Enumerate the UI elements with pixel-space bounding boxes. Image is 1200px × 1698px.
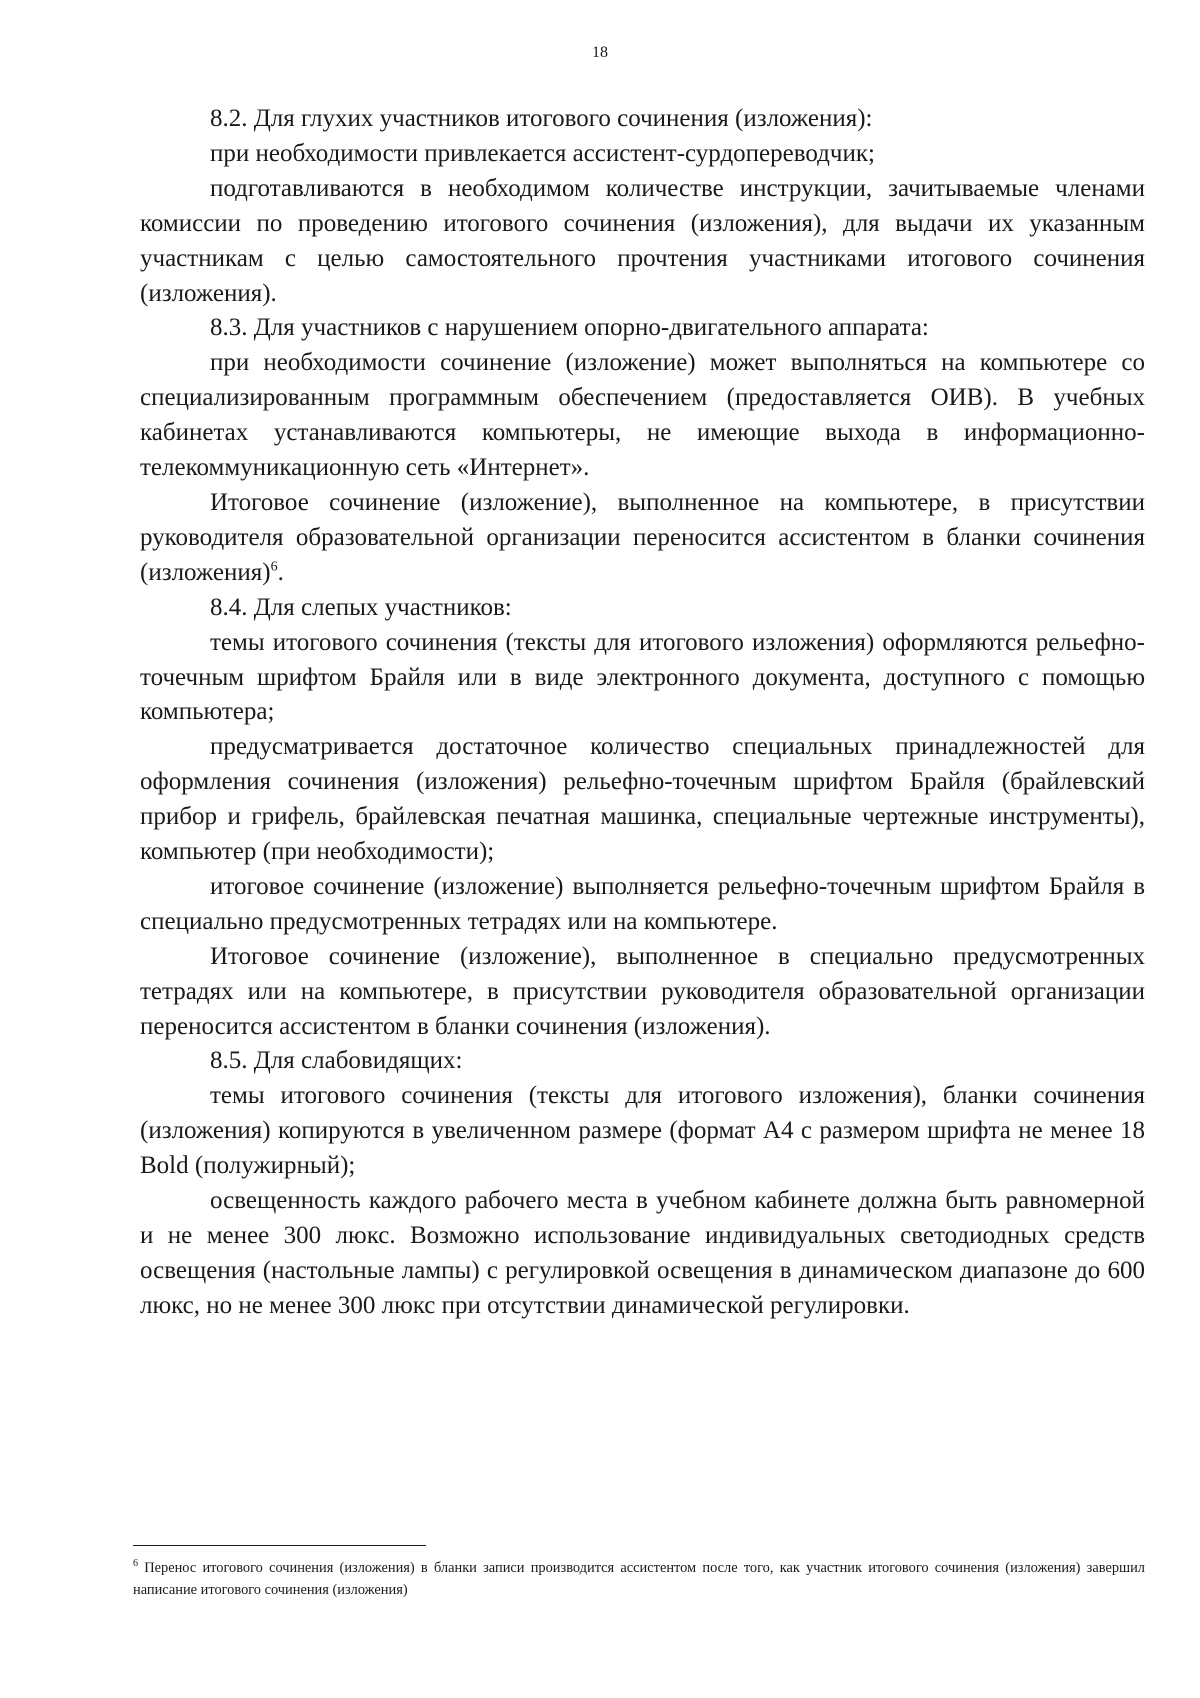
paragraph-computer-software: при необходимости сочинение (изложение) может выполняться на компьютере со специализированным программным обеспечением (предоставляется ОИВ). В учебных кабинетах устанавливаются компьютеры, не имеющие выхода в информационно-телекоммуникационную сеть «Интернет». (140, 349, 1145, 482)
paragraph-8-2-heading: 8.2. Для глухих участников итогового сочинения (изложения): (210, 105, 873, 132)
paragraph-8-3-heading: 8.3. Для участников с нарушением опорно-двигательного аппарата: (210, 314, 929, 342)
footnote-reference: 6 (270, 559, 278, 575)
page-number: 18 (592, 44, 608, 61)
paragraph-braille-writing: итоговое сочинение (изложение) выполняется рельефно-точечным шрифтом Брайля в специально предусмотренных тетрадях или на компьютере. (140, 872, 1145, 935)
paragraph-instructions: подготавливаются в необходимом количестве инструкции, зачитываемые членами комиссии по проведению итогового сочинения (изложения), для выдачи их указанным участникам с целью самостоятельного прочтения участниками итогового сочинения (изложения). (140, 174, 1145, 307)
footnote-divider (133, 1545, 426, 1546)
paragraph-lighting: освещенность каждого рабочего места в учебном кабинете должна быть равномерной и не менее 300 люкс. Возможно использование индивидуальных светодиодных средств освещения (настольные лампы) с регулировкой освещения в динамическом диапазоне до 600 люкс, но не менее 300 люкс при отсутствии динамической регулировки. (140, 1187, 1145, 1319)
paragraph-transfer-text: Итоговое сочинение (изложение), выполненное на компьютере, в присутствии руководителя образовательной организации переносится ассистентом в бланки сочинения (изложения) (140, 488, 1145, 586)
paragraph-braille-tools: предусматривается достаточное количество специальных принадлежностей для оформления сочинения (изложения) рельефно-точечным шрифтом Брайля (брайлевский прибор и грифель, брайлевская печатная машинка, специальные чертежные инструменты), компьютер (при необходимости); (140, 733, 1145, 866)
footnote-marker: 6 (133, 1558, 138, 1570)
document-body (140, 102, 1145, 1324)
paragraph-transfer-to-forms (140, 486, 1145, 591)
paragraph-8-4-heading: 8.4. Для слепых участников: (210, 593, 512, 621)
paragraph-sign-interpreter: при необходимости привлекается ассистент-сурдопереводчик; (210, 139, 875, 167)
footnote-text: Перенос итогового сочинения (изложения) в бланки записи производится ассистентом после того, как участник итогового сочинения (изложения) завершил написание итогового сочинения (изложения) (133, 1560, 1145, 1598)
footnote (133, 1557, 1145, 1601)
paragraph-8-5-heading: 8.5. Для слабовидящих: (210, 1047, 463, 1075)
paragraph-braille-transfer: Итоговое сочинение (изложение), выполненное в специально предусмотренных тетрадях или на компьютере, в присутствии руководителя образовательной организации переносится ассистентом в бланки сочинения (изложения). (140, 942, 1145, 1040)
paragraph-transfer-end: . (277, 558, 284, 586)
paragraph-enlarged-copies: темы итогового сочинения (тексты для итогового изложения), бланки сочинения (изложения) копируются в увеличенном размере (формат А4 с размером шрифта не менее 18 Bold (полужирный); (140, 1082, 1145, 1180)
paragraph-braille-topics: темы итогового сочинения (тексты для итогового изложения) оформляются рельефно-точечным шрифтом Брайля или в виде электронного документа, доступного с помощью компьютера; (140, 628, 1145, 726)
